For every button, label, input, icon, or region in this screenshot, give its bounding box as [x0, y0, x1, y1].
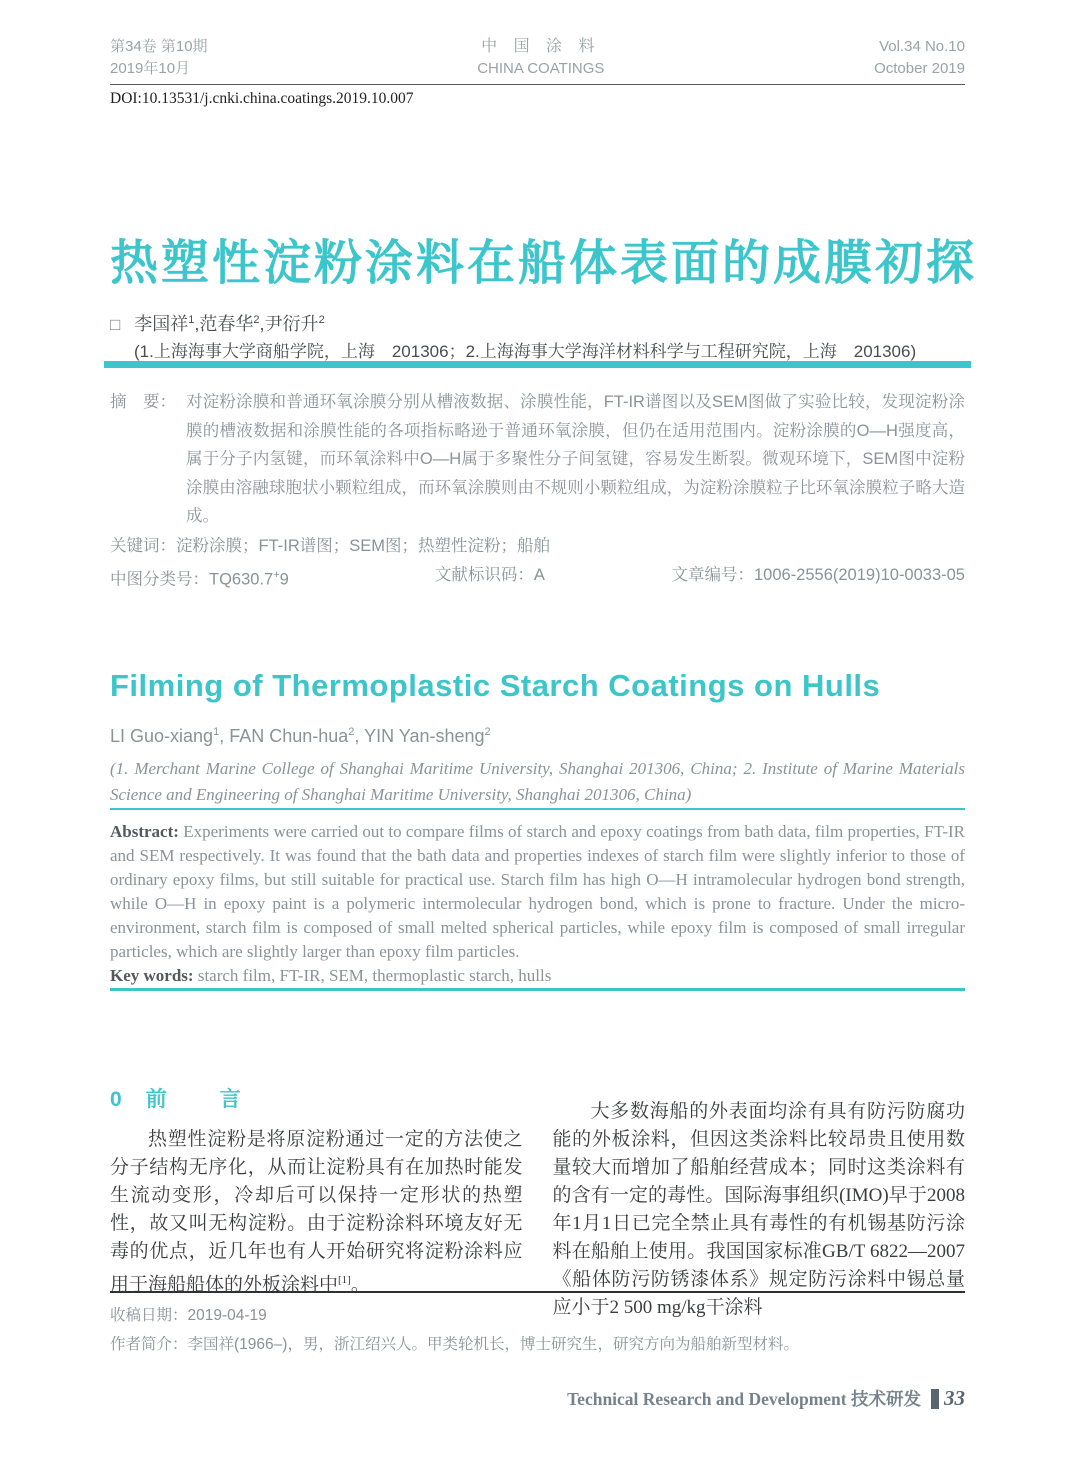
author-sup: 2	[318, 314, 325, 326]
page-footer	[110, 1386, 965, 1411]
affiliation-en: (1. Merchant Marine College of Shanghai Maritime University, Shanghai 201306, China; 2. Institute of Marine Materials Science and Engineering of Shanghai Maritime University, Shanghai 201306, China)	[110, 759, 965, 804]
journal-header	[110, 36, 965, 80]
keywords-cn	[110, 532, 965, 561]
footnote-received-date	[110, 1301, 965, 1330]
document-code	[435, 561, 672, 594]
page-number: 33	[944, 1386, 965, 1410]
footer-bar-icon	[931, 1389, 939, 1409]
date-line-en: October 2019	[874, 60, 965, 77]
journal-name	[477, 36, 604, 80]
footer-section-name-en: Technical Research and Development	[567, 1389, 847, 1409]
intro-text-left: 热塑性淀粉是将原淀粉通过一定的方法使之分子结构无序化，从而让淀粉具有在加热时能发生流动变形，冷却后可以保持一定形状的热塑性，故又叫无构淀粉。由于淀粉涂料环境友好无毒的优点，近几年也有人开始研究将淀粉涂料应用于海船船体的外板涂料中	[110, 1129, 523, 1296]
citation-ref: [1]	[338, 1274, 351, 1286]
article-id-label: 文章编号：	[671, 566, 754, 584]
keywords-label-cn: 关键词：	[110, 536, 176, 555]
journal-name-cn: 中 国 涂 料	[481, 38, 601, 55]
clc-tail: 9	[279, 570, 289, 589]
abstract-label-cn: 摘 要：	[110, 393, 176, 411]
footnote-author-bio	[110, 1330, 965, 1359]
intro-paragraph-right: 大多数海船的外表面均涂有具有防污防腐功能的外板涂料，但因这类涂料比较昂贵且使用数量较大而增加了船舶经营成本；同时这类涂料有的含有一定的毒性。国际海事组织(IMO)早于2008年1月1日已完全禁止具有毒性的有机锡基防污涂料在船舶上使用。我国国家标准GB/T 6822—2007《船体防污防锈漆体系》规定防污涂料中锡总量应小于2 500 mg/kg干涂料	[552, 1101, 965, 1318]
teal-divider-thick	[104, 361, 971, 368]
footnotes	[110, 1301, 965, 1359]
author-name: 李国祥	[134, 314, 189, 334]
column-left	[110, 1086, 523, 1322]
authors-en	[110, 726, 965, 747]
author-separator: ,	[259, 314, 265, 334]
journal-name-en: CHINA COATINGS	[477, 60, 605, 77]
section-heading	[110, 1086, 523, 1114]
author-separator: ,	[194, 314, 200, 334]
volume-line-cn: 第34卷 第10期	[110, 38, 208, 55]
doc-code-value: A	[533, 566, 545, 584]
author-separator-en: ,	[219, 726, 230, 746]
author-sup-en: 2	[348, 726, 355, 738]
footer-section-name-cn: 技术研发	[851, 1389, 921, 1409]
date-line-cn: 2019年10月	[110, 60, 191, 77]
author-name-en: FAN Chun-hua	[229, 726, 349, 746]
abstract-text-en: Experiments were carried out to compare films of starch and epoxy coatings from bath data, film properties, FT-IR and SEM respectively. It was found that the bath data and properties indexes of starch film were slightly inferior to those of ordinary epoxy films, but still suitable for practical use. Starch film has high O—H intramolecular hydrogen bond strength, while O—H in epoxy paint is a polymeric intermolecular hydrogen bond, which is prone to fracture. Under the micro-environment, starch film is composed of small melted spherical particles, while epoxy film is composed of small irregular particles, which are slightly larger than epoxy film particles.	[110, 822, 966, 961]
teal-divider-thin-bottom	[110, 988, 965, 991]
keywords-text-en: starch film, FT-IR, SEM, thermoplastic starch, hulls	[197, 966, 552, 985]
intro-text-left-end: 。	[350, 1274, 370, 1296]
clc-value: TQ630.7	[209, 570, 274, 589]
abstract-block-en	[110, 820, 965, 988]
bio-label: 作者简介：	[110, 1336, 188, 1353]
author-sup-en: 2	[484, 726, 491, 738]
header-divider	[110, 84, 965, 85]
abstract-block-cn	[110, 388, 965, 594]
abstract-text-cn: 对淀粉涂膜和普通环氧涂膜分别从槽液数据、涂膜性能，FT-IR谱图以及SEM图做了实验比较，发现淀粉涂膜的槽液数据和涂膜性能的各项指标略逊于普通环氧涂膜，但仍在适用范围内。淀粉涂膜的O—H强度高，属于分子内氢键，而环氧涂料中O—H属于多聚性分子间氢键，容易发生断裂。微观环境下，SEM图中淀粉涂膜由溶融球胞状小颗粒组成，而环氧涂膜则由不规则小颗粒组成，为淀粉涂膜粒子比环氧涂膜粒子略大造成。	[186, 393, 965, 525]
keywords-text-cn: 淀粉涂膜；FT-IR谱图；SEM图；热塑性淀粉；船舶	[176, 536, 550, 555]
received-label: 收稿日期：	[110, 1307, 188, 1324]
clc-number	[110, 561, 435, 594]
article-id	[671, 561, 965, 594]
received-value: 2019-04-19	[187, 1307, 267, 1324]
article-title-cn: 热塑性淀粉涂料在船体表面的成膜初探	[110, 237, 978, 290]
affiliation-cn: (1.上海海事大学商船学院，上海 201306；2.上海海事大学海洋材料科学与工程研究院，上海 201306)	[134, 342, 917, 361]
section-number: 0	[110, 1088, 124, 1111]
volume-line-en: Vol.34 No.10	[879, 38, 965, 55]
authors-cn	[110, 310, 965, 336]
volume-info-en	[874, 36, 965, 80]
author-name: 范春华	[199, 314, 254, 334]
author-sup-en: 1	[213, 726, 220, 738]
abstract-label-en: Abstract:	[110, 822, 179, 841]
article-id-value: 1006-2556(2019)10-0033-05	[753, 566, 965, 584]
column-right	[553, 1086, 966, 1322]
article-title-en: Filming of Thermoplastic Starch Coatings on Hulls	[110, 668, 881, 703]
keywords-en	[110, 964, 965, 988]
author-name: 尹衍升	[264, 314, 319, 334]
author-separator-en: ,	[354, 726, 365, 746]
classification-row	[110, 561, 965, 594]
footnote-divider	[110, 1291, 965, 1293]
volume-info-cn	[110, 36, 208, 80]
body-columns	[110, 1086, 965, 1322]
bio-value: 李国祥(1966–)，男，浙江绍兴人。甲类轮机长，博士研究生，研究方向为船舶新型材料。	[187, 1336, 799, 1353]
abstract-cn	[110, 388, 965, 531]
author-name-en: LI Guo-xiang	[110, 726, 214, 746]
intro-paragraph-left	[110, 1126, 523, 1299]
teal-divider-thin-top	[110, 808, 965, 810]
author-sup: 2	[253, 314, 260, 326]
clc-label: 中图分类号：	[110, 570, 209, 589]
doi-line: DOI:10.13531/j.cnki.china.coatings.2019.10.007	[110, 90, 414, 107]
keywords-label-en: Key words:	[110, 966, 194, 985]
author-sup: 1	[188, 314, 195, 326]
doc-code-label: 文献标识码：	[434, 566, 534, 584]
author-marker-icon: □	[110, 315, 121, 334]
abstract-en	[110, 820, 965, 964]
author-name-en: YIN Yan-sheng	[364, 726, 485, 746]
clc-sup: +	[273, 569, 280, 581]
section-title: 前 言	[145, 1088, 257, 1111]
